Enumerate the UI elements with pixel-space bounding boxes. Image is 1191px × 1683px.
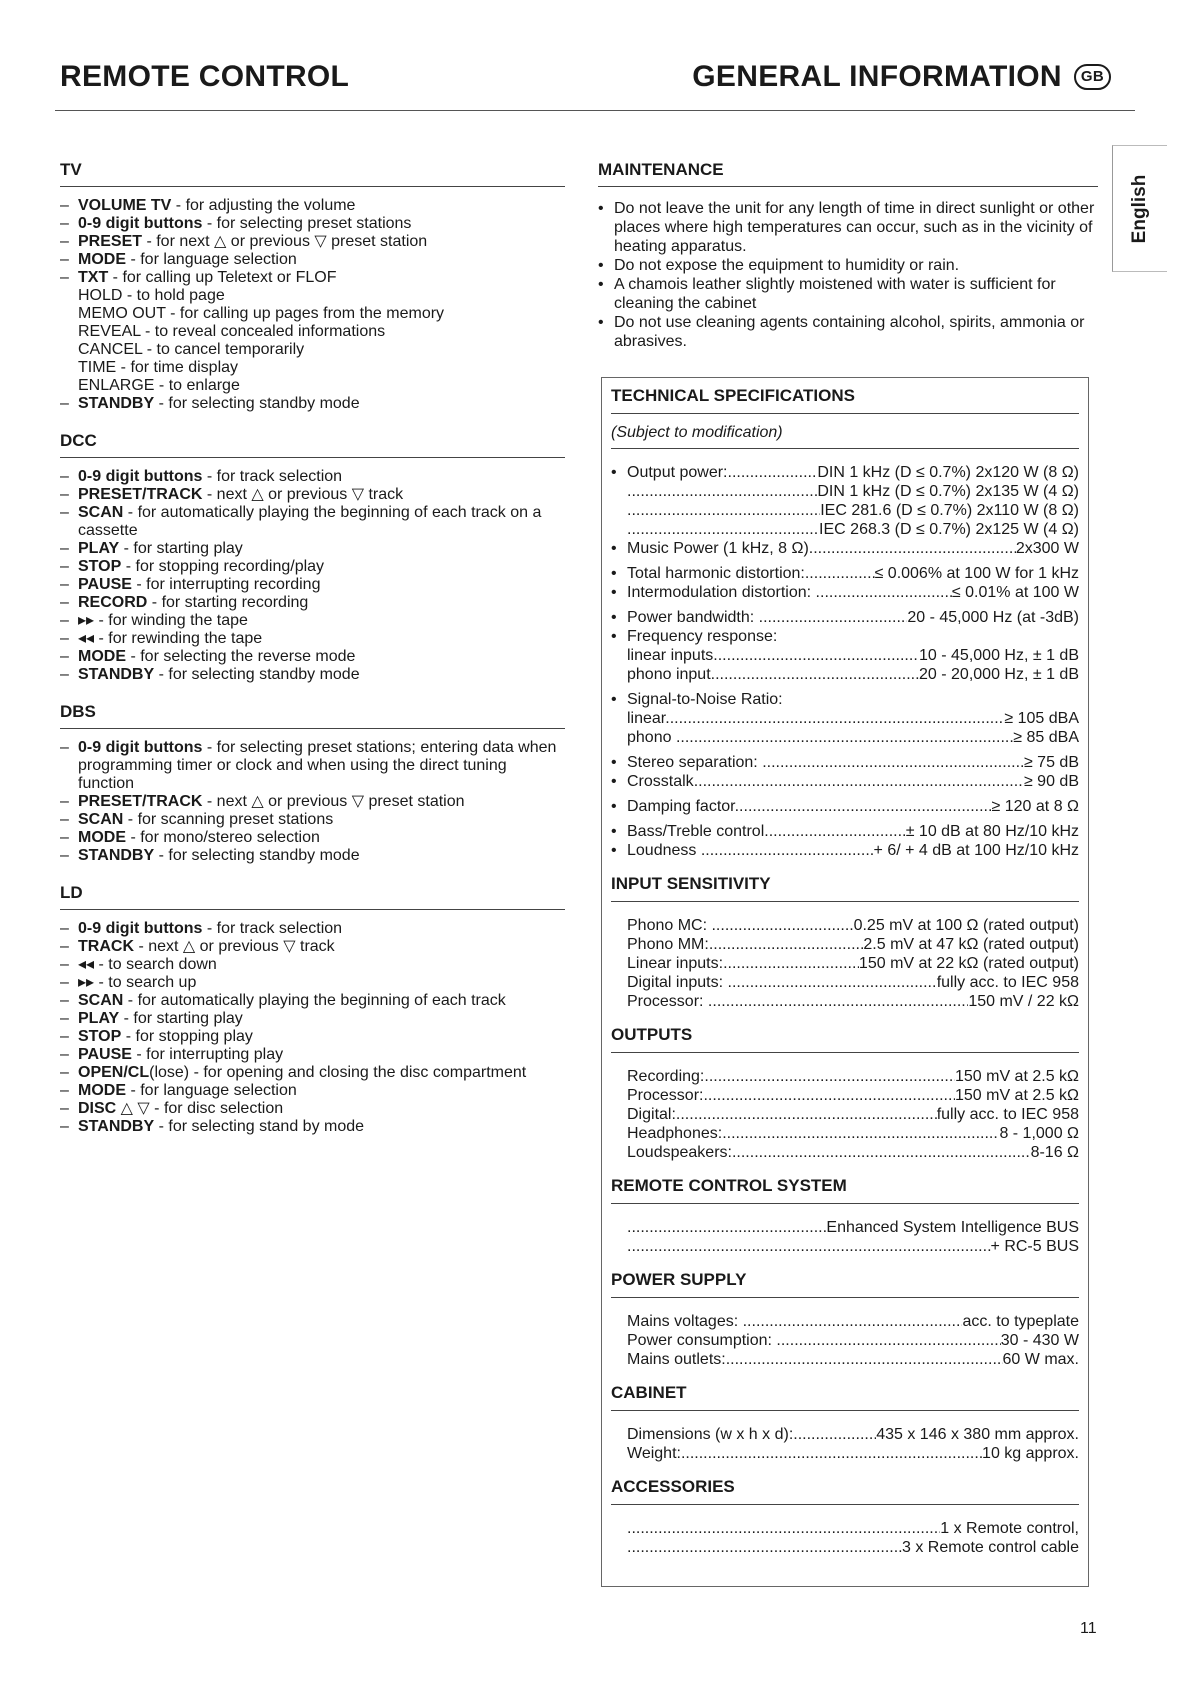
list-item	[60, 938, 565, 956]
button-name: STANDBY	[78, 666, 155, 683]
accessories-rows	[611, 1519, 1079, 1557]
spec-key: Processor: .....	[627, 1086, 955, 1105]
button-name: ▸▸	[78, 974, 95, 991]
button-description: - for next △ or previous ▽ preset station	[142, 233, 428, 250]
button-description: - for rewinding the tape	[94, 630, 263, 647]
spec-row	[611, 728, 1079, 747]
spec-value: 150 mV at 22 kΩ (rated output)	[858, 955, 1079, 972]
button-name: ◂◂	[78, 956, 95, 973]
button-description: - for automatically playing the beginning of each track on a cassette	[78, 504, 542, 539]
spec-row	[611, 992, 1079, 1011]
spec-value: + RC-5 BUS	[990, 1238, 1079, 1255]
spec-value: ± 10 dB at 80 Hz/10 kHz	[905, 823, 1079, 840]
list-item	[60, 1064, 565, 1082]
list-item	[60, 829, 565, 847]
spec-value: ≥ 75 dB	[1023, 754, 1079, 771]
spec-row	[611, 539, 1079, 558]
accessories-title: ACCESSORIES	[611, 1469, 1079, 1505]
tv-section	[60, 160, 565, 413]
button-name: SCAN	[78, 992, 124, 1009]
button-description: - for scanning preset stations	[123, 811, 334, 828]
spec-row	[611, 564, 1079, 583]
spec-row	[611, 583, 1079, 602]
spec-row	[611, 1312, 1079, 1331]
list-item	[60, 974, 565, 992]
button-name: STOP	[78, 558, 122, 575]
spec-value: 10 - 45,000 Hz, ± 1 dB	[919, 647, 1079, 664]
button-name: MODE	[78, 1082, 126, 1099]
spec-row	[611, 1105, 1079, 1124]
spec-value: Enhanced System Intelligence BUS	[826, 1219, 1079, 1236]
spec-value: ≥ 120 at 8 Ω	[991, 798, 1079, 815]
spec-value: 150 mV / 22 kΩ	[968, 993, 1079, 1010]
cabinet-rows	[611, 1425, 1079, 1463]
spec-key: Mains voltages: .....	[627, 1312, 962, 1331]
list-item	[60, 287, 565, 305]
list-item	[60, 630, 565, 648]
list-item	[60, 793, 565, 811]
spec-row	[611, 1350, 1079, 1369]
button-description: - for language selection	[126, 251, 297, 268]
button-description: TIME - for time display	[78, 359, 239, 376]
spec-key	[627, 1519, 940, 1538]
button-name: SCAN	[78, 811, 124, 828]
input-sensitivity-title: INPUT SENSITIVITY	[611, 866, 1079, 902]
button-name: PLAY	[78, 1010, 120, 1027]
spec-value: 0.25 mV at 100 Ω (rated output)	[853, 917, 1079, 934]
button-description: - for interrupting recording	[131, 576, 321, 593]
language-tab-label: English	[1129, 174, 1150, 243]
spec-row	[611, 1086, 1079, 1105]
list-item	[60, 540, 565, 558]
page-title-left: REMOTE CONTROL	[60, 60, 350, 93]
remote-system-rows	[611, 1218, 1079, 1256]
button-description: - for interrupting play	[131, 1046, 284, 1063]
spec-key: Digital: .....	[627, 1105, 937, 1124]
button-name: STANDBY	[78, 847, 155, 864]
input-sensitivity-rows	[611, 916, 1079, 1011]
maintenance-item: • A chamois leather slightly moistened with water is sufficient for cleaning the cabinet	[598, 275, 1098, 313]
spec-key: • Intermodulation distortion: .....	[627, 583, 952, 602]
button-name: PLAY	[78, 540, 120, 557]
spec-row	[611, 501, 1079, 520]
list-item	[60, 1046, 565, 1064]
spec-value: IEC 281.6 (D ≤ 0.7%) 2x110 W (8 Ω)	[820, 502, 1079, 519]
frequency-response-label: • Frequency response:	[611, 627, 1079, 646]
spec-row	[611, 753, 1079, 772]
button-description: - to search up	[94, 974, 197, 991]
spec-row	[611, 954, 1079, 973]
button-name: 0-9 digit buttons	[78, 920, 203, 937]
list-item	[60, 504, 565, 540]
button-description: - for language selection	[126, 1082, 297, 1099]
tv-list	[60, 197, 565, 413]
button-description: - for automatically playing the beginning of each track	[123, 992, 506, 1009]
spec-key: Processor: .....	[627, 992, 968, 1011]
button-description: - for selecting standby mode	[154, 666, 360, 683]
spec-key: Mains outlets: .....	[627, 1350, 1003, 1369]
button-name: PAUSE	[78, 1046, 132, 1063]
spec-value: DIN 1 kHz (D ≤ 0.7%) 2x135 W (4 Ω)	[817, 483, 1079, 500]
spec-value: 150 mV at 2.5 kΩ	[954, 1068, 1079, 1085]
list-item	[60, 377, 565, 395]
list-item	[60, 739, 565, 793]
damping-group	[611, 797, 1079, 816]
output-power-group	[611, 463, 1079, 558]
list-item	[60, 1082, 565, 1100]
remote-system-title: REMOTE CONTROL SYSTEM	[611, 1168, 1079, 1204]
spec-key: • Crosstalk .....	[627, 772, 1024, 791]
spec-value: 8-16 Ω	[1030, 1144, 1079, 1161]
button-description: - for winding the tape	[94, 612, 248, 629]
spec-value: ≥ 85 dBA	[1013, 729, 1079, 746]
spec-key: Loudspeakers: .....	[627, 1143, 1031, 1162]
technical-specifications-box	[601, 377, 1089, 1587]
spec-row	[611, 463, 1079, 482]
maintenance-item: • Do not leave the unit for any length of time in direct sunlight or other places where high temperatures can occur, such as in the vicinity of heating apparatus.	[598, 199, 1098, 256]
outputs-rows	[611, 1067, 1079, 1162]
spec-row	[611, 1331, 1079, 1350]
maintenance-item: • Do not expose the equipment to humidity or rain.	[598, 256, 1098, 275]
button-name: MODE	[78, 251, 126, 268]
spec-key	[627, 1218, 826, 1237]
spec-row	[611, 1143, 1079, 1162]
list-item	[60, 558, 565, 576]
spec-value: 10 kg approx.	[982, 1445, 1079, 1462]
button-description: - for adjusting the volume	[171, 197, 356, 214]
dbs-section-title: DBS	[60, 702, 565, 729]
button-name: TXT	[78, 269, 109, 286]
button-name: TRACK	[78, 938, 134, 955]
button-description: - next △ or previous ▽ track	[134, 938, 335, 955]
spec-row	[611, 841, 1079, 860]
spec-key: • Music Power (1 kHz, 8 Ω) .....	[627, 539, 1016, 558]
spec-row	[611, 608, 1079, 627]
spec-value: DIN 1 kHz (D ≤ 0.7%) 2x120 W (8 Ω)	[817, 464, 1079, 481]
spec-value: acc. to typeplate	[962, 1313, 1079, 1330]
spec-key	[627, 1237, 991, 1256]
snr-label: • Signal-to-Noise Ratio:	[611, 690, 1079, 709]
spec-value: 8 - 1,000 Ω	[999, 1125, 1079, 1142]
button-name: SCAN	[78, 504, 124, 521]
spec-value: 60 W max.	[1002, 1351, 1079, 1368]
list-item	[60, 359, 565, 377]
ld-section-title: LD	[60, 883, 565, 910]
spec-key: • Bass/Treble control .....	[627, 822, 906, 841]
list-item	[60, 341, 565, 359]
button-name: RECORD	[78, 594, 148, 611]
spec-value: ≤ 0.01% at 100 W	[951, 584, 1079, 601]
button-name: DISC	[78, 1100, 117, 1117]
spec-value: ≥ 90 dB	[1023, 773, 1079, 790]
spec-key: Weight: .....	[627, 1444, 982, 1463]
spec-value: 20 - 20,000 Hz, ± 1 dB	[919, 666, 1079, 683]
button-description: - for stopping play	[121, 1028, 253, 1045]
spec-key: phono input .....	[627, 665, 919, 684]
specs-title: TECHNICAL SPECIFICATIONS	[611, 378, 1079, 414]
button-description: - for track selection	[202, 920, 343, 937]
button-name: 0-9 digit buttons	[78, 215, 203, 232]
list-item	[60, 576, 565, 594]
button-description: - for calling up Teletext or FLOF	[108, 269, 337, 286]
spec-row	[611, 822, 1079, 841]
spec-key: linear inputs .....	[627, 646, 919, 665]
button-description: - next △ or previous ▽ track	[202, 486, 404, 503]
list-item	[60, 1100, 565, 1118]
header-divider	[55, 110, 1135, 111]
spec-key: Phono MC: .....	[627, 916, 854, 935]
button-description: ENLARGE - to enlarge	[78, 377, 240, 394]
separation-group	[611, 753, 1079, 791]
list-item	[60, 847, 565, 865]
dbs-section	[60, 702, 565, 865]
ld-section	[60, 883, 565, 1136]
spec-row	[611, 1237, 1079, 1256]
button-description: - next △ or previous ▽ preset station	[202, 793, 465, 810]
button-name: PRESET/TRACK	[78, 486, 203, 503]
button-description: HOLD - to hold page	[78, 287, 225, 304]
spec-key: • Total harmonic distortion:.. .....	[627, 564, 875, 583]
spec-key	[627, 1538, 902, 1557]
list-item	[60, 920, 565, 938]
dbs-list	[60, 739, 565, 865]
list-item	[60, 666, 565, 684]
dcc-section-title: DCC	[60, 431, 565, 458]
button-description: - for starting play	[119, 540, 243, 557]
list-item	[60, 251, 565, 269]
list-item	[60, 612, 565, 630]
button-description: - for selecting preset stations; entering data when programming timer or clock and when using the direct tuning function	[78, 739, 557, 792]
spec-row	[611, 1444, 1079, 1463]
spec-row	[611, 1538, 1079, 1557]
spec-key: • Output power: .....	[627, 463, 817, 482]
snr-group	[611, 690, 1079, 747]
dcc-list	[60, 468, 565, 684]
list-item	[60, 215, 565, 233]
language-tab	[1112, 145, 1167, 272]
spec-value: 3 x Remote control cable	[902, 1539, 1079, 1556]
page-title-right	[692, 60, 1111, 94]
spec-value: fully acc. to IEC 958	[936, 1106, 1079, 1123]
spec-row	[611, 646, 1079, 665]
spec-row	[611, 482, 1079, 501]
spec-row	[611, 1124, 1079, 1143]
button-description: (lose) - for opening and closing the disc compartment	[149, 1064, 527, 1081]
spec-value: IEC 268.3 (D ≤ 0.7%) 2x125 W (4 Ω)	[819, 521, 1079, 538]
spec-value: ≥ 105 dBA	[1004, 710, 1079, 727]
list-item	[60, 992, 565, 1010]
spec-value: 435 x 146 x 380 mm approx.	[876, 1426, 1079, 1443]
spec-row	[611, 1425, 1079, 1444]
button-name: STANDBY	[78, 1118, 155, 1135]
spec-value: 20 - 45,000 Hz (at -3dB)	[907, 609, 1079, 626]
spec-row	[611, 797, 1079, 816]
button-description: MEMO OUT - for calling up pages from the memory	[78, 305, 445, 322]
button-description: - for stopping recording/play	[121, 558, 325, 575]
page-number: 11	[1080, 1620, 1097, 1637]
button-description: CANCEL - to cancel temporarily	[78, 341, 305, 358]
button-description: - for starting play	[119, 1010, 243, 1027]
spec-row	[611, 1067, 1079, 1086]
button-description: REVEAL - to reveal concealed informations	[78, 323, 386, 340]
button-name: OPEN/CL	[78, 1064, 150, 1081]
list-item	[60, 269, 565, 287]
country-badge: GB	[1074, 64, 1111, 90]
spec-value: 150 mV at 2.5 kΩ	[954, 1087, 1079, 1104]
power-supply-title: POWER SUPPLY	[611, 1262, 1079, 1298]
spec-row	[611, 916, 1079, 935]
maintenance-list	[598, 199, 1098, 351]
distortion-group	[611, 564, 1079, 602]
button-name: PRESET/TRACK	[78, 793, 203, 810]
spec-value: fully acc. to IEC 958	[936, 974, 1079, 991]
spec-row	[611, 665, 1079, 684]
frequency-group	[611, 608, 1079, 684]
button-name: ▸▸	[78, 612, 95, 629]
list-item	[60, 1010, 565, 1028]
spec-row	[611, 973, 1079, 992]
list-item	[60, 956, 565, 974]
maintenance-item: • Do not use cleaning agents containing alcohol, spirits, ammonia or abrasives.	[598, 313, 1098, 351]
dcc-section	[60, 431, 565, 684]
button-description: - to search down	[94, 956, 217, 973]
button-description: - for starting recording	[147, 594, 309, 611]
button-description: △ ▽ - for disc selection	[116, 1100, 284, 1117]
spec-row	[611, 520, 1079, 539]
list-item	[60, 811, 565, 829]
tv-section-title: TV	[60, 160, 565, 187]
spec-key: Linear inputs: .....	[627, 954, 859, 973]
button-description: - for selecting stand by mode	[154, 1118, 365, 1135]
spec-key: linear .....	[627, 709, 1004, 728]
spec-key: • Loudness .....	[627, 841, 874, 860]
maintenance-section	[598, 160, 1098, 351]
spec-key: Recording: .....	[627, 1067, 955, 1086]
button-description: - for selecting standby mode	[154, 847, 360, 864]
button-name: STANDBY	[78, 395, 155, 412]
spec-value: 2.5 mV at 47 kΩ (rated output)	[863, 936, 1079, 953]
spec-row	[611, 709, 1079, 728]
spec-key: phono .....	[627, 728, 1013, 747]
spec-key: Power consumption: .....	[627, 1331, 1001, 1350]
button-name: VOLUME TV	[78, 197, 172, 214]
ld-list	[60, 920, 565, 1136]
list-item	[60, 1028, 565, 1046]
spec-value: ≤ 0.006% at 100 W for 1 kHz	[874, 565, 1079, 582]
spec-value: 1 x Remote control,	[940, 1520, 1079, 1537]
spec-value: + 6/ + 4 dB at 100 Hz/10 kHz	[873, 842, 1079, 859]
spec-key: Dimensions (w x h x d): .....	[627, 1425, 876, 1444]
list-item	[60, 468, 565, 486]
list-item	[60, 1118, 565, 1136]
button-name: MODE	[78, 829, 126, 846]
button-description: - for track selection	[202, 468, 343, 485]
button-description: - for selecting standby mode	[154, 395, 360, 412]
list-item	[60, 305, 565, 323]
list-item	[60, 594, 565, 612]
maintenance-title: MAINTENANCE	[598, 160, 1098, 187]
tone-group	[611, 822, 1079, 860]
button-name: 0-9 digit buttons	[78, 468, 203, 485]
spec-row	[611, 772, 1079, 791]
specs-subject-note: (Subject to modification)	[611, 424, 1079, 449]
list-item	[60, 323, 565, 341]
spec-key: • Damping factor .....	[627, 797, 992, 816]
spec-key: • Power bandwidth: .....	[627, 608, 907, 627]
page-title-right-text: GENERAL INFORMATION	[692, 60, 1062, 93]
power-supply-rows	[611, 1312, 1079, 1369]
list-item	[60, 395, 565, 413]
spec-key: Digital inputs: .....	[627, 973, 937, 992]
button-name: ◂◂	[78, 630, 95, 647]
spec-value: 2x300 W	[1015, 540, 1079, 557]
list-item	[60, 197, 565, 215]
button-description: - for selecting preset stations	[202, 215, 412, 232]
list-item	[60, 648, 565, 666]
spec-row	[611, 935, 1079, 954]
button-name: MODE	[78, 648, 126, 665]
button-description: - for selecting the reverse mode	[126, 648, 356, 665]
spec-key: • Stereo separation: .....	[627, 753, 1024, 772]
button-name: PRESET	[78, 233, 143, 250]
button-description: - for mono/stereo selection	[126, 829, 320, 846]
button-name: 0-9 digit buttons	[78, 739, 203, 756]
spec-key: Phono MM: .....	[627, 935, 863, 954]
spec-key: Headphones: .....	[627, 1124, 999, 1143]
cabinet-title: CABINET	[611, 1375, 1079, 1411]
list-item	[60, 486, 565, 504]
spec-value: 30 - 430 W	[1000, 1332, 1079, 1349]
button-name: PAUSE	[78, 576, 132, 593]
spec-row	[611, 1218, 1079, 1237]
list-item	[60, 233, 565, 251]
spec-row	[611, 1519, 1079, 1538]
button-name: STOP	[78, 1028, 122, 1045]
remote-control-column	[60, 160, 565, 1154]
outputs-title: OUTPUTS	[611, 1017, 1079, 1053]
